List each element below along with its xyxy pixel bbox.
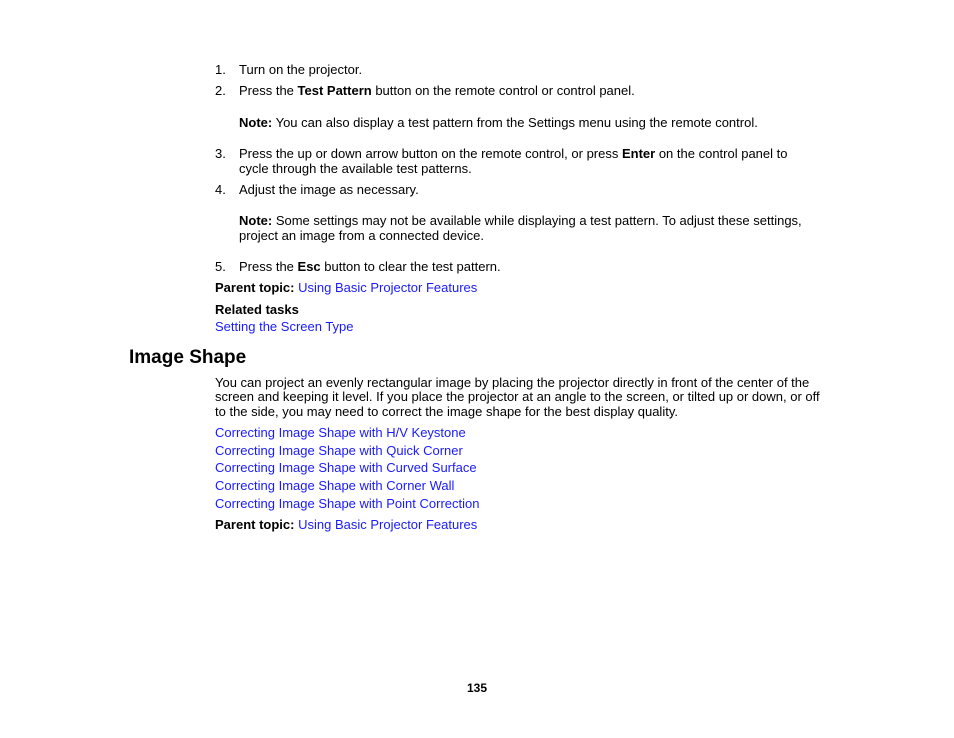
parent-topic-label: Parent topic: (215, 280, 295, 295)
intro-line: You can project an evenly rectangular image by placing the projector directly in front of the center of the (215, 375, 810, 390)
step-bold-term: Test Pattern (297, 83, 372, 98)
related-tasks-label: Related tasks (215, 302, 299, 317)
step-number: 1. (215, 62, 226, 77)
intro-line: screen and keeping it level. If you place the projector at an angle to the screen, or tilted up or down, or off (215, 389, 820, 404)
intro-line: to the side, you may need to correct the image shape for the best display quality. (215, 404, 678, 419)
step-number: 2. (215, 83, 226, 98)
step-number: 4. (215, 182, 226, 197)
step-text: Turn on the projector. (239, 62, 363, 77)
step-text: Press the Test Pattern button on the remote control or control panel. (239, 83, 635, 98)
page-number: 135 (466, 681, 488, 695)
parent-topic (215, 280, 477, 295)
link-corner-wall[interactable]: Correcting Image Shape with Corner Wall (215, 478, 455, 493)
parent-topic-label: Parent topic: (215, 517, 295, 532)
note-text: Note: Some settings may not be available while displaying a test pattern. To adjust these settings, (239, 213, 802, 228)
link-curved-surface[interactable]: Correcting Image Shape with Curved Surface (215, 460, 477, 475)
link-point-correction[interactable]: Correcting Image Shape with Point Correction (215, 496, 480, 511)
step-text: Press the up or down arrow button on the remote control, or press Enter on the control panel to (239, 146, 788, 161)
parent-topic-link[interactable]: Using Basic Projector Features (298, 517, 478, 532)
parent-topic-link[interactable]: Using Basic Projector Features (298, 280, 478, 295)
related-task-link[interactable]: Setting the Screen Type (215, 319, 354, 334)
step-bold-term: Esc (297, 259, 321, 274)
note-label: Note: (239, 115, 273, 130)
section-title: Image Shape (129, 347, 247, 368)
parent-topic (215, 517, 477, 532)
step-number: 5. (215, 259, 226, 274)
step-text: Adjust the image as necessary. (239, 182, 419, 197)
note-label: Note: (239, 213, 273, 228)
note-text: Note: You can also display a test pattern from the Settings menu using the remote control. (239, 115, 758, 130)
step-number: 3. (215, 146, 226, 161)
note-text-continued: project an image from a connected device. (239, 228, 484, 243)
step-text-continued: cycle through the available test patterns. (239, 161, 472, 176)
link-hv-keystone[interactable]: Correcting Image Shape with H/V Keystone (215, 425, 466, 440)
link-quick-corner[interactable]: Correcting Image Shape with Quick Corner (215, 443, 463, 458)
step-bold-term: Enter (621, 146, 656, 161)
step-text: Press the Esc button to clear the test pattern. (239, 259, 501, 274)
